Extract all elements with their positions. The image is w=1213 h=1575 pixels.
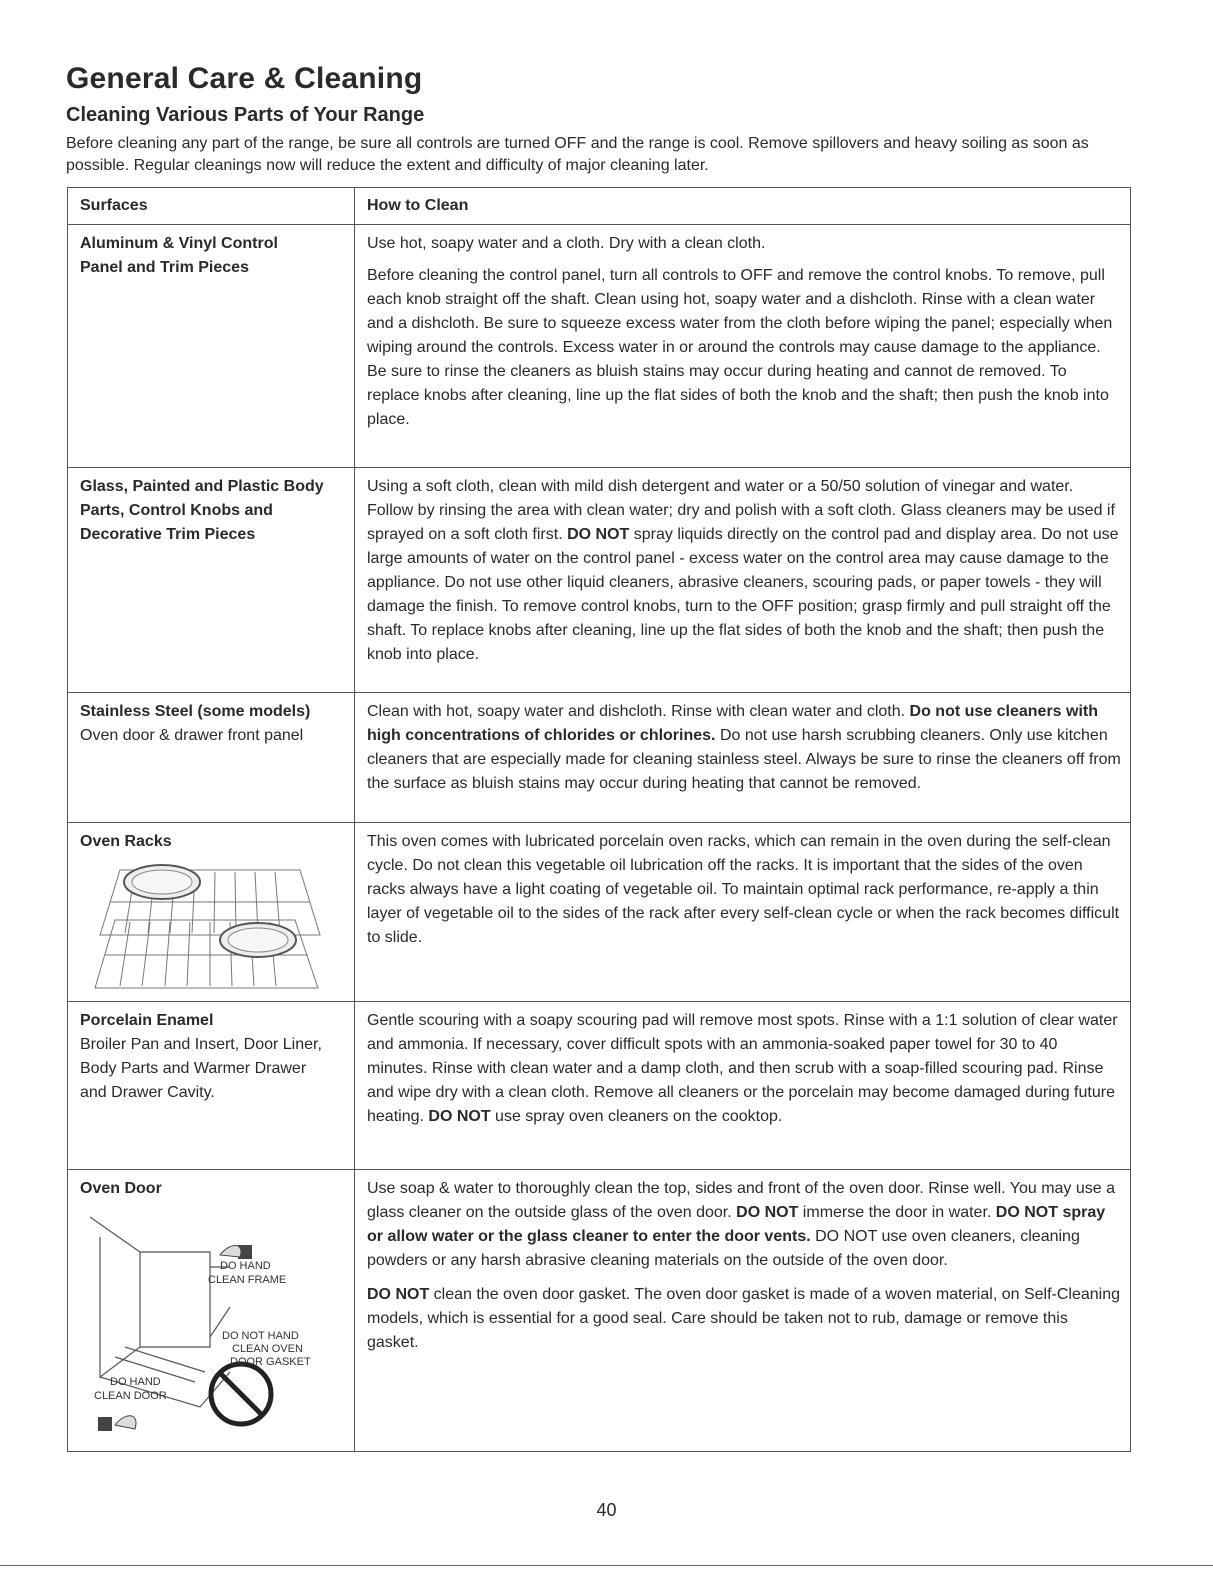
surface-name: Oven Racks [80,833,172,850]
section-subtitle: Cleaning Various Parts of Your Range [66,104,425,126]
how-cell [355,693,1131,823]
text-run: Do not use harsh scrubbing cleaners. Only use kitchen cleaners that are especially made for cleaning stainless steel. Always be sure to rinse the cleaners off from the surface as bluish stains may occur during heating that cannot be removed. [367,727,1121,792]
instruction-text [367,1177,1122,1273]
table-row [68,468,1131,693]
how-cell [355,1002,1131,1170]
surface-detail: Oven door & drawer front panel [80,727,304,744]
text-run: Use soap & water to thoroughly clean the top, sides and front of the oven door. Rinse well. You may use a glass cleaner on the outside glass of the oven door. [367,1180,1116,1221]
header-how-to-clean: How to Clean [355,188,1131,225]
warning-text: DO NOT [428,1108,491,1125]
surface-name: Porcelain Enamel [80,1012,214,1029]
oven-door-illustration [80,1207,335,1439]
warning-text: Do not use cleaners with high concentrations of chlorides or chlorines. [367,703,1098,744]
how-cell [355,823,1131,1002]
text-run: Gentle scouring with a soapy scouring pad will remove most spots. Rinse with a 1:1 solution of clear water and ammonia. If necessary, cover difficult spots with an ammonia-soaked paper towel for 30 to 40 minutes. Rinse with clean water and a damp cloth, and then scrub with a soap-filled scouring pad. Rinse and wipe dry with a clean cloth. Remove all cleaners or the porcelain may become damaged during future heating. [367,1012,1118,1125]
bottom-rule [0,1565,1213,1566]
surface-cell [68,225,355,468]
instruction-text [367,700,1122,796]
instruction-text [367,475,1122,667]
table-row [68,225,1131,468]
surface-name: Oven Door [80,1180,162,1197]
how-cell [355,225,1131,468]
figure-label: DO HAND [220,1260,271,1272]
table-row [68,1170,1131,1452]
how-cell [355,468,1131,693]
surface-name: Glass, Painted and Plastic Body Parts, Control Knobs and Decorative Trim Pieces [80,478,324,543]
surface-name: Stainless Steel (some models) [80,703,311,720]
intro-paragraph: Before cleaning any part of the range, be sure all controls are turned OFF and the range is cool. Remove spillovers and heavy soiling as soon as possible. Regular cleanings now will reduce the extent and difficulty of major cleaning later. [66,135,1089,174]
table-header-row [68,188,1131,225]
warning-text: DO NOT spray or allow water or the glass cleaner to enter the door vents. [367,1204,1106,1245]
table-row [68,693,1131,823]
instruction-text [367,1283,1122,1355]
surface-cell [68,1170,355,1452]
figure-label: DO HAND [110,1376,161,1388]
figure-label: CLEAN OVEN [232,1343,303,1355]
instruction-text [367,1009,1122,1129]
instruction-text: Before cleaning the control panel, turn all controls to OFF and remove the control knobs. To remove, pull each knob straight off the shaft. Clean using hot, soapy water and a dishcloth. Rinse with a clean water and a dishcloth. Be sure to squeeze excess water from the cloth before wiping the panel; especially when wiping around the controls. Excess water in or around the controls may cause damage to the appliance. Be sure to rinse the cleaners as bluish stains may occur during heating and cannot de removed. To replace knobs after cleaning, line up the flat sides of both the knob and the shaft; then push the knob into place. [367,267,1113,428]
page-number: 40 [596,1500,617,1520]
warning-text: DO NOT [367,1286,430,1303]
how-cell [355,1170,1131,1452]
table-row [68,823,1131,1002]
text-run: clean the oven door gasket. The oven door gasket is made of a woven material, on Self-Cleaning models, which is essential for a good seal. Care should be taken not to rub, damage or remove this gasket. [367,1286,1120,1351]
warning-text: DO NOT [736,1204,799,1221]
text-run: spray liquids directly on the control pad and display area. Do not use large amounts of water on the control panel - excess water on the control area may cause damage to the appliance. Do not use other liquid cleaners, abrasive cleaners, scouring pads, or paper towels - they will damage the finish. To remove control knobs, turn to the OFF position; grasp firmly and pull straight off the shaft. To replace knobs after cleaning, line up the flat sides of both the knob and the shaft; then push the knob into place. [367,526,1119,663]
warning-text: DO NOT [567,526,630,543]
figure-label: CLEAN DOOR [94,1390,167,1402]
figure-label: DO NOT HAND [222,1330,299,1342]
cleaning-table [67,187,1131,1452]
surface-name: Aluminum & Vinyl Control Panel and Trim Pieces [80,235,278,276]
figure-label: CLEAN FRAME [208,1274,287,1286]
text-run: immerse the door in water. [798,1204,996,1221]
surface-detail: Broiler Pan and Insert, Door Liner, Body Parts and Warmer Drawer and Drawer Cavity. [80,1036,322,1101]
instruction-text: Use hot, soapy water and a cloth. Dry with a clean cloth. [367,235,766,252]
page-title: General Care & Cleaning [66,62,423,95]
text-run: Using a soft cloth, clean with mild dish detergent and water or a 50/50 solution of vinegar and water. Follow by rinsing the area with clean water; dry and polish with a soft cloth. Glass cleaners may be used if sprayed on a soft cloth first. [367,478,1115,543]
text-run: use spray oven cleaners on the cooktop. [490,1108,783,1125]
header-surfaces: Surfaces [68,188,355,225]
surface-cell [68,1002,355,1170]
oven-racks-illustration [80,860,330,995]
surface-cell [68,823,355,1002]
instruction-text: This oven comes with lubricated porcelain oven racks, which can remain in the oven during the self-clean cycle. Do not clean this vegetable oil lubrication off the racks. It is important that the sides of the oven racks always have a light coating of vegetable oil. To maintain optimal rack performance, re-apply a thin layer of vegetable oil to the sides of the rack after every self-clean cycle or when the rack becomes difficult to slide. [367,833,1120,946]
text-run: Clean with hot, soapy water and dishcloth. Rinse with clean water and cloth. [367,703,910,720]
table-row [68,1002,1131,1170]
figure-label: DOOR GASKET [230,1356,311,1368]
surface-cell [68,693,355,823]
surface-cell [68,468,355,693]
text-run: DO NOT use oven cleaners, cleaning powders or any harsh abrasive cleaning materials on the outside of the oven door. [367,1228,1080,1269]
